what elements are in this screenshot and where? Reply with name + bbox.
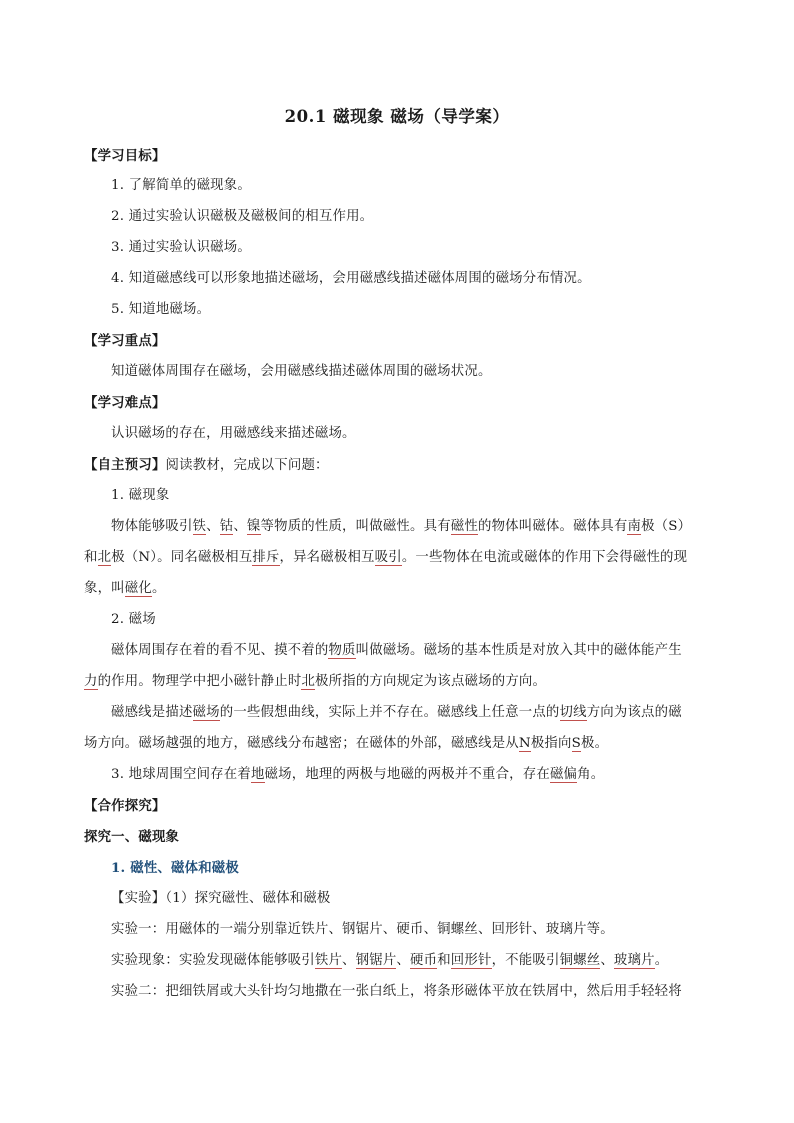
- answer-blank: 南: [627, 519, 642, 534]
- answer-blank: 钢锯片: [355, 953, 397, 968]
- text: 和: [437, 953, 451, 968]
- text: 叫做磁场。磁场的基本性质是对放入其中的磁体能产生: [355, 643, 682, 658]
- text: 场方向。磁场越强的地方，磁感线分布越密；在磁体的外部，磁感线是从: [84, 736, 519, 751]
- section-magnetic-phenomena: 1. 磁现象: [111, 488, 170, 503]
- answer-blank: S: [571, 736, 581, 751]
- text: 极（N）。同名磁极相互: [111, 550, 253, 565]
- answer-blank: 磁场: [192, 705, 220, 720]
- answer-blank: 切线: [559, 705, 587, 720]
- text: 。一些物体在电流或磁体的作用下会得磁性的现: [401, 550, 688, 565]
- answer-blank: 物质: [328, 643, 356, 658]
- text: ，不能吸引: [491, 953, 560, 968]
- objective-item-1: 1. 了解简单的磁现象。: [111, 178, 251, 193]
- paragraph-line: [111, 765, 731, 785]
- paragraph-line: [111, 641, 731, 661]
- explore-subheading: 探究一、磁现象: [84, 829, 180, 845]
- difficulty-text: 认识磁场的存在，用磁感线来描述磁场。: [111, 426, 356, 441]
- text: 的一些假想曲线，实际上并不存在。磁感线上任意一点的: [219, 705, 560, 720]
- answer-blank: 铜螺丝: [559, 953, 601, 968]
- text: 、: [342, 953, 356, 968]
- objective-item-4: 4. 知道磁感线可以形象地描述磁场，会用磁感线描述磁体周围的磁场分布情况。: [111, 271, 591, 286]
- paragraph-line: [84, 548, 704, 568]
- text: 物体能够吸引: [111, 519, 193, 534]
- answer-blank: 地: [250, 767, 265, 782]
- answer-blank: 玻璃片: [613, 953, 655, 968]
- preview-intro: 阅读教材，完成以下问题：: [165, 458, 329, 473]
- answer-blank: 磁性: [450, 519, 478, 534]
- paragraph-line: [111, 517, 731, 537]
- preview-heading: 【自主预习】: [84, 457, 166, 473]
- text: ，异名磁极相互: [279, 550, 375, 565]
- key-points-heading: 【学习重点】: [84, 333, 166, 349]
- experiment-tag: 【实验】: [111, 891, 166, 906]
- text: 的物体叫磁体。磁体具有: [477, 519, 628, 534]
- answer-blank: 磁偏: [549, 767, 578, 782]
- text: 和: [84, 550, 98, 565]
- text: 磁场，地理的两极与地磁的两极并不重合，存在: [264, 767, 550, 782]
- answer-blank: 硬币: [410, 953, 438, 968]
- answer-blank: 吸引: [374, 550, 402, 565]
- answer-blank: 铁: [192, 519, 207, 534]
- experiment-line: [111, 889, 731, 909]
- explore-heading: 【合作探究】: [84, 798, 166, 814]
- text: 。: [654, 953, 669, 968]
- text: 象，叫: [84, 581, 125, 596]
- paragraph-line: [84, 734, 704, 754]
- answer-blank: 钴: [219, 519, 234, 534]
- text: 、: [206, 519, 220, 534]
- observation-line: [111, 951, 731, 971]
- text: 3. 地球周围空间存在着: [111, 767, 251, 782]
- explore-section-title: 1. 磁性、磁体和磁极: [111, 860, 239, 876]
- preview-line: [84, 455, 704, 476]
- text: 角。: [577, 767, 605, 782]
- text: 极。: [580, 736, 609, 751]
- experiment-title: （1）探究磁性、磁体和磁极: [165, 891, 331, 906]
- answer-blank: 北: [301, 674, 316, 689]
- answer-blank: N: [518, 736, 531, 751]
- text: 极（S）: [641, 519, 692, 534]
- text: 、: [396, 953, 411, 968]
- text: 方向为该点的磁: [586, 705, 682, 720]
- document-title: 20.1 磁现象 磁场（导学案）: [284, 107, 510, 126]
- text: 等物质的性质，叫做磁性。具有: [260, 519, 451, 534]
- paragraph-line: [84, 672, 704, 692]
- objectives-heading: 【学习目标】: [84, 148, 166, 164]
- text: 极所指的方向规定为该点磁场的方向。: [315, 674, 547, 689]
- answer-blank: 回形针: [450, 953, 492, 968]
- paragraph-line: [84, 579, 704, 599]
- text: 磁感线是描述: [111, 705, 193, 720]
- answer-blank: 力: [84, 674, 98, 689]
- text: 、: [233, 519, 247, 534]
- objective-item-5: 5. 知道地磁场。: [111, 302, 211, 317]
- section-magnetic-field: 2. 磁场: [111, 612, 156, 627]
- experiment-one: 实验一：用磁体的一端分别靠近铁片、钢锯片、硬币、铜螺丝、回形针、玻璃片等。: [111, 922, 614, 937]
- experiment-two: 实验二：把细铁屑或大头针均匀地撒在一张白纸上，将条形磁体平放在铁屑中，然后用手轻轻将: [111, 984, 682, 999]
- text: 的作用。物理学中把小磁针静止时: [97, 674, 302, 689]
- difficulty-heading: 【学习难点】: [84, 395, 166, 411]
- text: 极指向: [530, 736, 572, 751]
- answer-blank: 磁化: [124, 581, 152, 596]
- text: 。: [151, 581, 166, 596]
- answer-blank: 铁片: [314, 953, 343, 968]
- text: 实验现象：实验发现磁体能够吸引: [111, 953, 315, 968]
- text: 磁体周围存在着的看不见、摸不着的: [111, 643, 329, 658]
- paragraph-line: [111, 703, 731, 723]
- text: 、: [600, 953, 614, 968]
- key-points-text: 知道磁体周围存在磁场，会用磁感线描述磁体周围的磁场状况。: [111, 364, 492, 379]
- objective-item-2: 2. 通过实验认识磁极及磁极间的相互作用。: [111, 209, 374, 224]
- answer-blank: 排斥: [252, 550, 280, 565]
- answer-blank: 北: [97, 550, 112, 565]
- answer-blank: 镍: [246, 519, 261, 534]
- objective-item-3: 3. 通过实验认识磁场。: [111, 240, 251, 255]
